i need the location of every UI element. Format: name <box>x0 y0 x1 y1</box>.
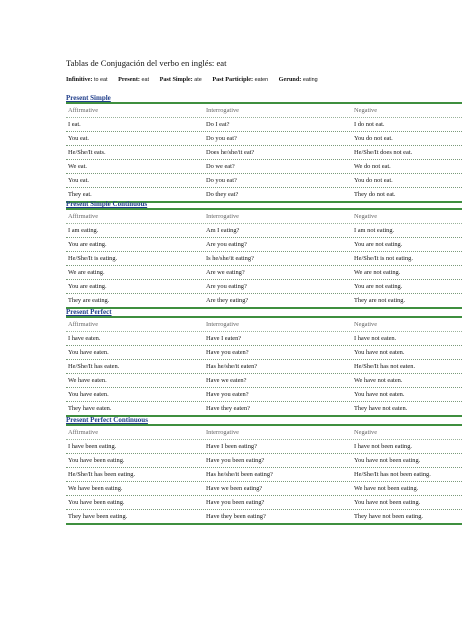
table-header-row <box>66 210 462 224</box>
table-cell: You have eaten. <box>68 349 109 356</box>
column-header: Affirmative <box>68 321 99 328</box>
infinitive-label: Infinitive: <box>66 76 93 83</box>
table-cell: I eat. <box>68 121 81 128</box>
table-row <box>66 294 462 309</box>
table-cell: Have you eaten? <box>206 391 249 398</box>
table-cell: He/She/It is eating. <box>68 255 118 262</box>
table-cell: I am eating. <box>68 227 99 234</box>
table-row <box>66 252 462 266</box>
table-row <box>66 468 462 482</box>
table-cell: Have we been eating? <box>206 485 263 492</box>
table-cell: Has he/she/it been eating? <box>206 471 273 478</box>
table-row <box>66 132 462 146</box>
table-cell: Have I been eating? <box>206 443 257 450</box>
table-cell: We are eating. <box>68 269 105 276</box>
table-cell: Am I eating? <box>206 227 240 234</box>
table-row <box>66 388 462 402</box>
table-row <box>66 174 462 188</box>
table-cell: He/She/It has not been eating. <box>354 471 431 478</box>
table-cell: We do not eat. <box>354 163 391 170</box>
table-cell: Have you been eating? <box>206 457 265 464</box>
table-cell: We have been eating. <box>68 485 123 492</box>
table-cell: You have not been eating. <box>354 457 421 464</box>
column-header: Negative <box>354 321 378 328</box>
verb-forms-line <box>66 76 327 83</box>
table-cell: He/She/It is not eating. <box>354 255 413 262</box>
table-cell: You eat. <box>68 177 90 184</box>
table-cell: You are not eating. <box>354 283 403 290</box>
table-cell: You have not eaten. <box>354 391 405 398</box>
table-header-row <box>66 104 462 118</box>
table-row <box>66 402 462 417</box>
table-cell: Do I eat? <box>206 121 230 128</box>
table-cell: Have we eaten? <box>206 377 247 384</box>
table-row <box>66 280 462 294</box>
table-row <box>66 454 462 468</box>
table-row <box>66 146 462 160</box>
gerund-value: eating <box>302 77 318 83</box>
table-cell: They have been eating. <box>68 513 128 520</box>
table-cell: Have they been eating? <box>206 513 266 520</box>
table-row <box>66 360 462 374</box>
table-cell: We have not eaten. <box>354 377 403 384</box>
table-cell: You have not been eating. <box>354 499 421 506</box>
table-row <box>66 510 462 525</box>
conjugation-section <box>66 200 462 309</box>
table-row <box>66 440 462 454</box>
section-title: Present Simple <box>66 94 111 102</box>
table-cell: He/She/It has been eating. <box>68 471 136 478</box>
table-row <box>66 160 462 174</box>
table-cell: You have been eating. <box>68 499 125 506</box>
table-cell: Have you been eating? <box>206 499 265 506</box>
table-cell: You are eating. <box>68 283 107 290</box>
past-participle-value: eaten <box>254 77 269 83</box>
table-cell: You do not eat. <box>354 135 393 142</box>
column-header: Negative <box>354 429 378 436</box>
column-header: Interrogative <box>206 429 240 436</box>
past-participle-label: Past Participle: <box>212 76 254 83</box>
table-cell: Do you eat? <box>206 135 237 142</box>
column-header: Affirmative <box>68 107 99 114</box>
table-row <box>66 238 462 252</box>
present-label: Present: <box>118 76 140 83</box>
table-cell: Do you eat? <box>206 177 237 184</box>
section-title: Present Perfect <box>66 308 112 316</box>
table-cell: I have not been eating. <box>354 443 413 450</box>
table-cell: Do we eat? <box>206 163 235 170</box>
table-cell: They have not been eating. <box>354 513 424 520</box>
column-header: Negative <box>354 107 378 114</box>
table-cell: Are they eating? <box>206 297 249 304</box>
table-row <box>66 266 462 280</box>
table-cell: Do they eat? <box>206 191 239 198</box>
table-cell: We eat. <box>68 163 87 170</box>
table-cell: We have eaten. <box>68 377 107 384</box>
conjugation-section <box>66 308 462 417</box>
table-cell: Are we eating? <box>206 269 245 276</box>
table-cell: He/She/It does not eat. <box>354 149 413 156</box>
column-header: Negative <box>354 213 378 220</box>
table-cell: You are eating. <box>68 241 107 248</box>
table-cell: You are not eating. <box>354 241 403 248</box>
table-cell: They are not eating. <box>354 297 406 304</box>
table-row <box>66 482 462 496</box>
table-header-row <box>66 426 462 440</box>
infinitive-value: to eat <box>94 77 108 83</box>
column-header: Affirmative <box>68 213 99 220</box>
past-simple-value: ate <box>194 77 202 83</box>
conjugation-section <box>66 416 462 525</box>
conjugation-section <box>66 94 462 203</box>
table-cell: You eat. <box>68 135 90 142</box>
table-row <box>66 374 462 388</box>
table-cell: We have not been eating. <box>354 485 419 492</box>
column-header: Interrogative <box>206 321 240 328</box>
gerund-label: Gerund: <box>278 76 302 83</box>
table-cell: I have been eating. <box>68 443 117 450</box>
table-cell: They are eating. <box>68 297 110 304</box>
table-row <box>66 332 462 346</box>
table-cell: Are you eating? <box>206 283 247 290</box>
table-cell: You have been eating. <box>68 457 125 464</box>
past-simple-label: Past Simple: <box>159 76 193 83</box>
table-cell: Have I eaten? <box>206 335 242 342</box>
table-cell: Are you eating? <box>206 241 247 248</box>
table-cell: He/She/It eats. <box>68 149 106 156</box>
table-cell: They eat. <box>68 191 92 198</box>
section-title: Present Simple Continuous <box>66 200 148 208</box>
table-cell: Does he/she/it eat? <box>206 149 255 156</box>
table-row <box>66 224 462 238</box>
table-cell: He/She/It has not eaten. <box>354 363 416 370</box>
table-cell: You have eaten. <box>68 391 109 398</box>
table-row <box>66 496 462 510</box>
table-cell: They have not eaten. <box>354 405 408 412</box>
table-cell: I have not eaten. <box>354 335 397 342</box>
column-header: Interrogative <box>206 107 240 114</box>
table-cell: They do not eat. <box>354 191 396 198</box>
table-cell: You do not eat. <box>354 177 393 184</box>
table-cell: I am not eating. <box>354 227 395 234</box>
column-header: Affirmative <box>68 429 99 436</box>
table-cell: Have they eaten? <box>206 405 250 412</box>
table-cell: Have you eaten? <box>206 349 249 356</box>
table-cell: I do not eat. <box>354 121 385 128</box>
table-row <box>66 346 462 360</box>
table-header-row <box>66 318 462 332</box>
table-cell: Has he/she/it eaten? <box>206 363 258 370</box>
page-title: Tablas de Conjugación del verbo en inglés: eat <box>66 58 227 68</box>
table-cell: He/She/It has eaten. <box>68 363 120 370</box>
table-cell: I have eaten. <box>68 335 101 342</box>
table-row <box>66 118 462 132</box>
table-cell: Is he/she/it eating? <box>206 255 254 262</box>
section-title: Present Perfect Continuous <box>66 416 148 424</box>
table-cell: They have eaten. <box>68 405 112 412</box>
table-cell: You have not eaten. <box>354 349 405 356</box>
table-cell: We are not eating. <box>354 269 401 276</box>
column-header: Interrogative <box>206 213 240 220</box>
present-value: eat <box>141 77 150 83</box>
